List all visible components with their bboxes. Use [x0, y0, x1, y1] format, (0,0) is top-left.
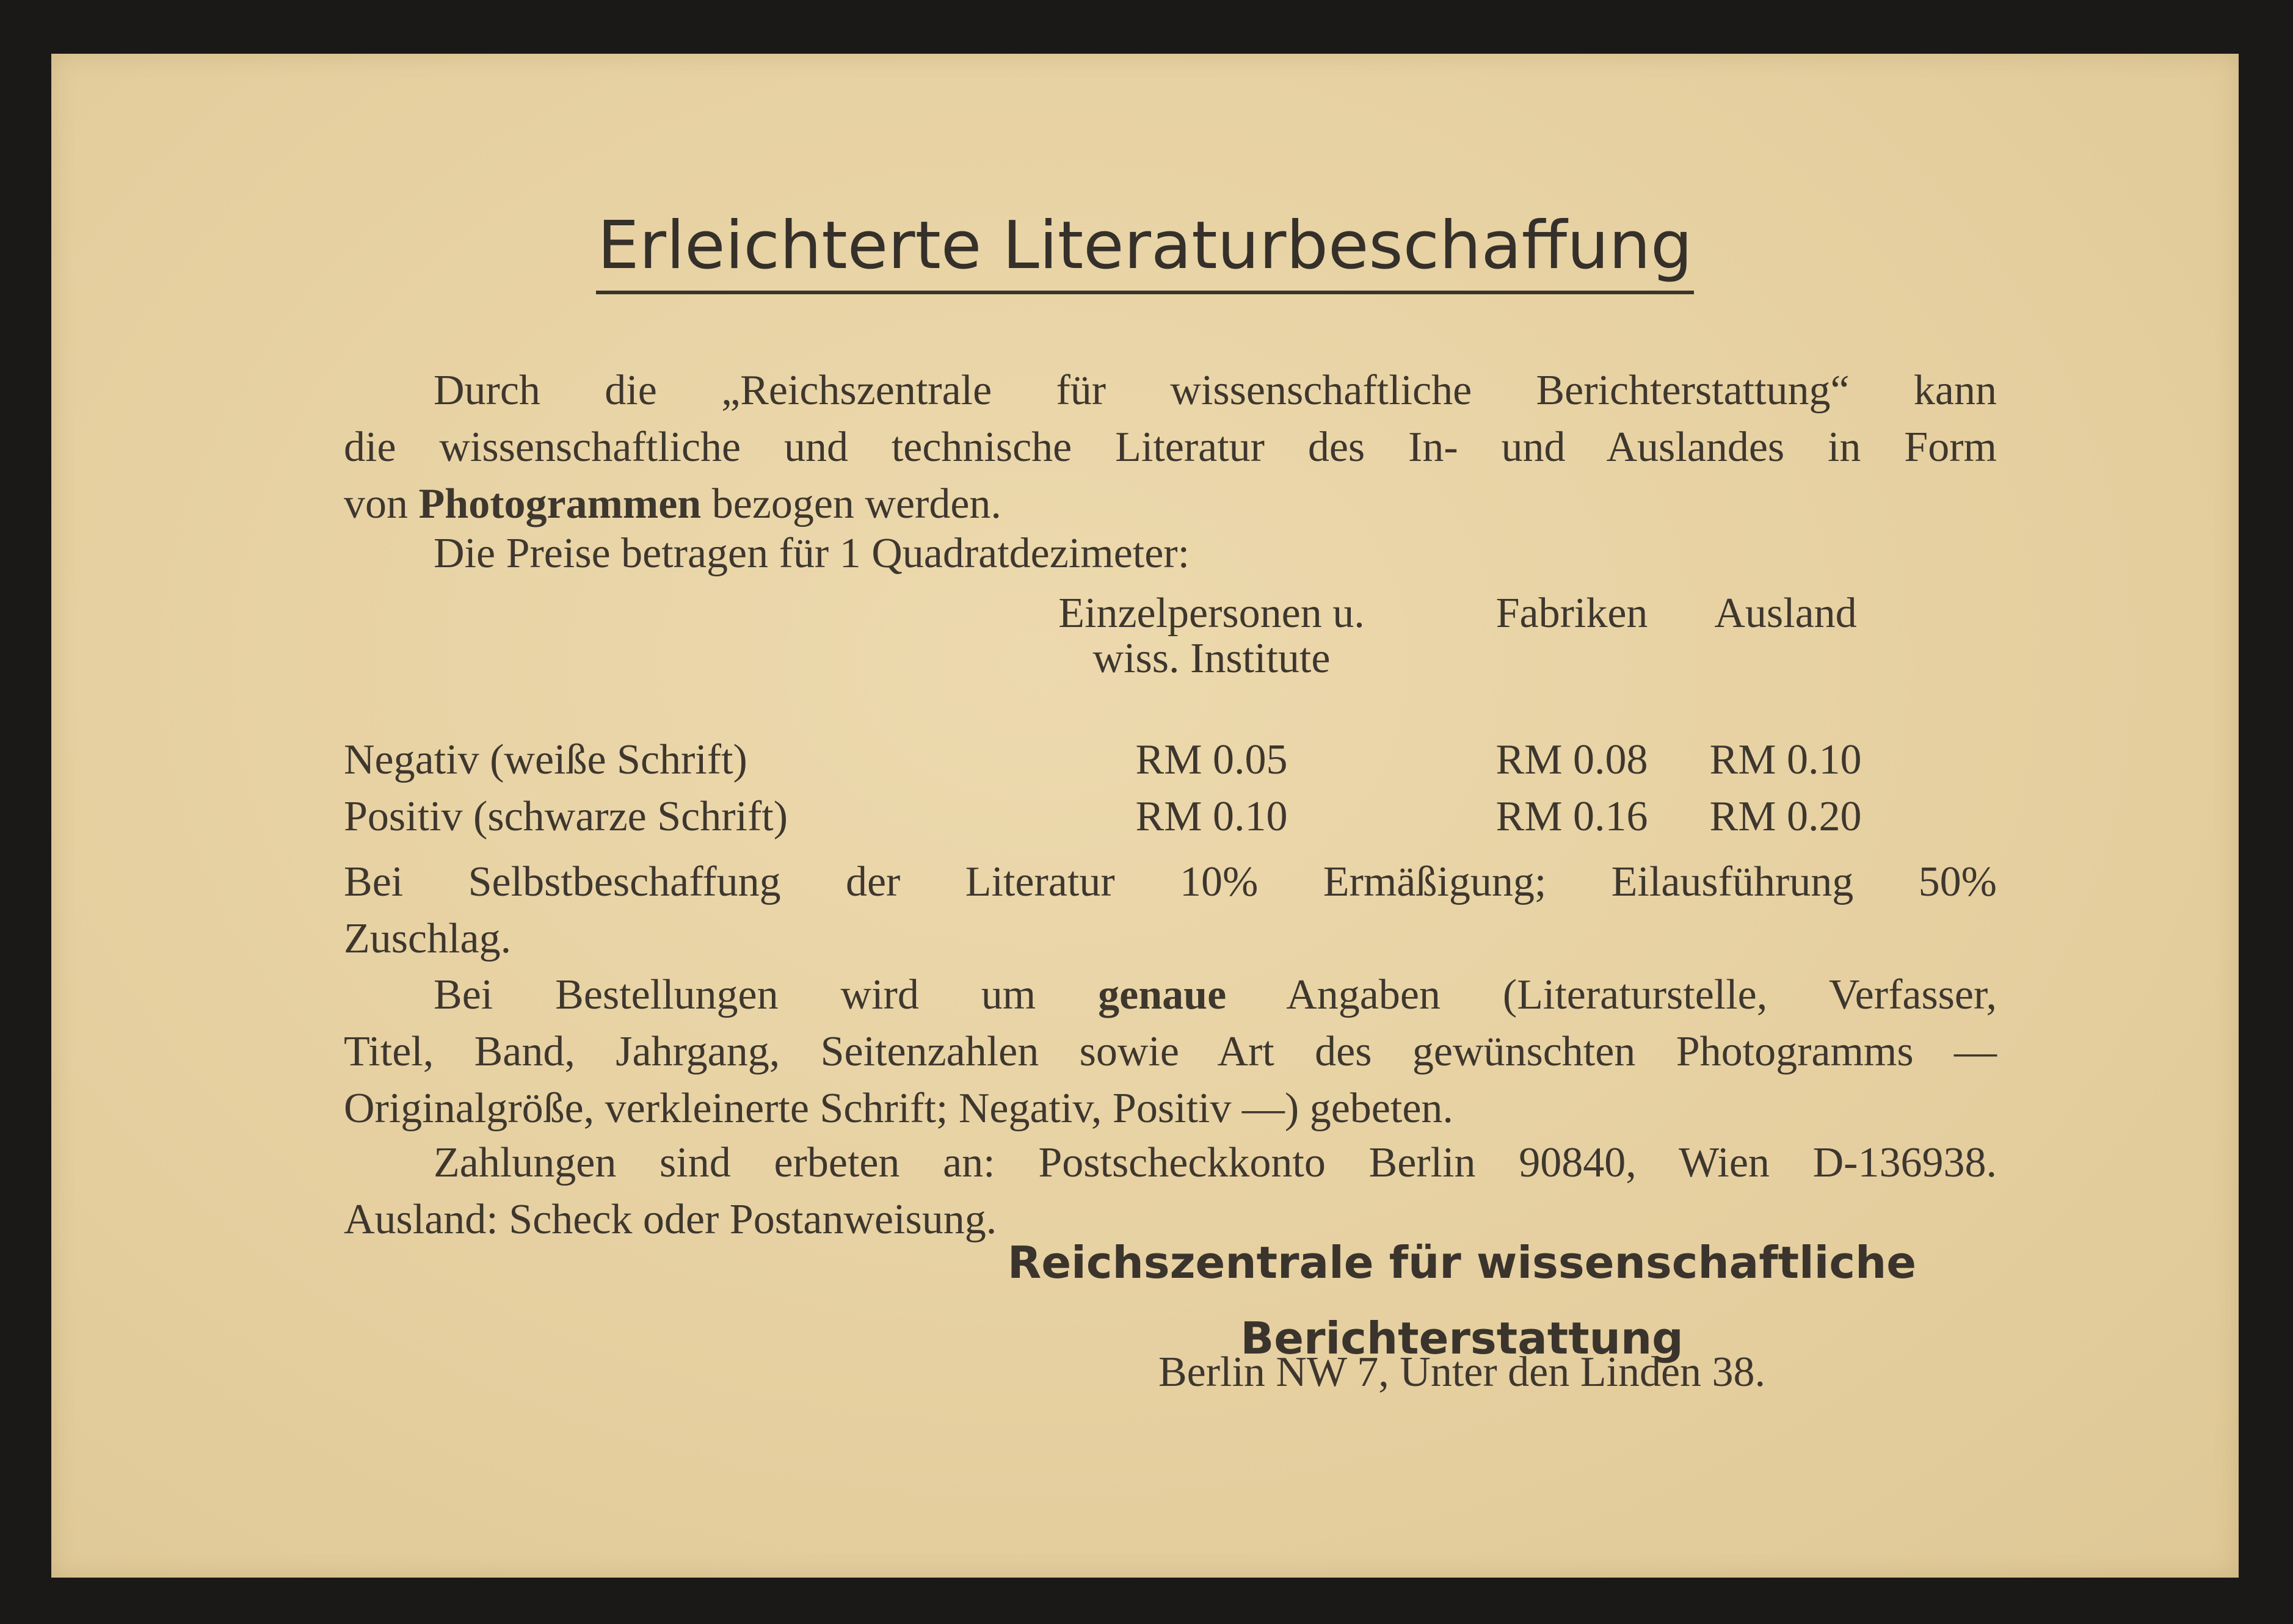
orders-line-1: [344, 966, 1997, 1023]
row-negativ-einzelpersonen: RM 0.05: [1135, 736, 1288, 783]
discount-line-1: Bei Selbstbeschaffung der Literatur 10% Ermäßigung; Eilausführung 50%: [344, 858, 1997, 905]
orders-line-3: Originalgröße, verkleinerte Schrift; Negativ, Positiv —) gebeten.: [344, 1085, 1453, 1132]
header-ausland: Ausland: [1714, 590, 1857, 637]
orders-line-1-pre: Bei Bestellungen wird um: [434, 971, 1099, 1018]
discount-paragraph: [344, 854, 1997, 967]
row-negativ-fabriken: RM 0.08: [1495, 736, 1648, 783]
orders-line-2: Titel, Band, Jahrgang, Seitenzahlen sowie Art des gewünschten Photogramms —: [344, 1028, 1997, 1075]
row-negativ-label: Negativ (weiße Schrift): [344, 736, 747, 783]
photogrammen-bold: Photogrammen: [418, 480, 702, 527]
intro-line-3-post: bezogen werden.: [701, 480, 1001, 527]
signature-line-1: Reichszentrale für wissenschaftliche: [1007, 1237, 1917, 1288]
document-card: [51, 54, 2239, 1578]
genaue-bold: genaue: [1098, 971, 1227, 1018]
document-title: Erleichterte Literaturbeschaffung: [51, 206, 2239, 294]
intro-paragraph: [344, 362, 1997, 532]
intro-line-1: Durch die „Reichszentrale für wissenschaftliche Berichterstattung“ kann: [434, 367, 1997, 414]
intro-line-2: die wissenschaftliche und technische Literatur des In- und Auslandes in Form: [344, 424, 1997, 471]
payment-paragraph: [344, 1134, 1997, 1248]
prices-intro: Die Preise betragen für 1 Quadratdezimeter:: [434, 530, 1190, 577]
row-positiv-einzelpersonen: RM 0.10: [1135, 793, 1288, 840]
orders-line-1-post: Angaben (Literaturstelle, Verfasser,: [1226, 971, 1997, 1018]
intro-line-3: [344, 476, 1997, 532]
discount-line-2: Zuschlag.: [344, 915, 512, 962]
intro-line-3-pre: von: [344, 480, 419, 527]
header-einzelpersonen-line-1: Einzelpersonen u.: [1058, 590, 1365, 637]
row-negativ-ausland: RM 0.10: [1709, 736, 1862, 783]
payment-line-2: Ausland: Scheck oder Postanweisung.: [344, 1196, 997, 1243]
payment-line-1: Zahlungen sind erbeten an: Postscheckkonto Berlin 90840, Wien D-136938.: [434, 1139, 1997, 1186]
row-positiv-fabriken: RM 0.16: [1495, 793, 1648, 840]
header-fabriken: Fabriken: [1495, 590, 1648, 637]
header-einzelpersonen-line-2: wiss. Institute: [1092, 635, 1331, 682]
row-positiv-label: Positiv (schwarze Schrift): [344, 793, 788, 840]
row-positiv-ausland: RM 0.20: [1709, 793, 1862, 840]
header-einzelpersonen: [1034, 591, 1389, 681]
signature-address: Berlin NW 7, Unter den Linden 38.: [1158, 1349, 1766, 1396]
signature-line-2: Berichterstattung: [1240, 1313, 1684, 1364]
orders-paragraph: [344, 966, 1997, 1137]
